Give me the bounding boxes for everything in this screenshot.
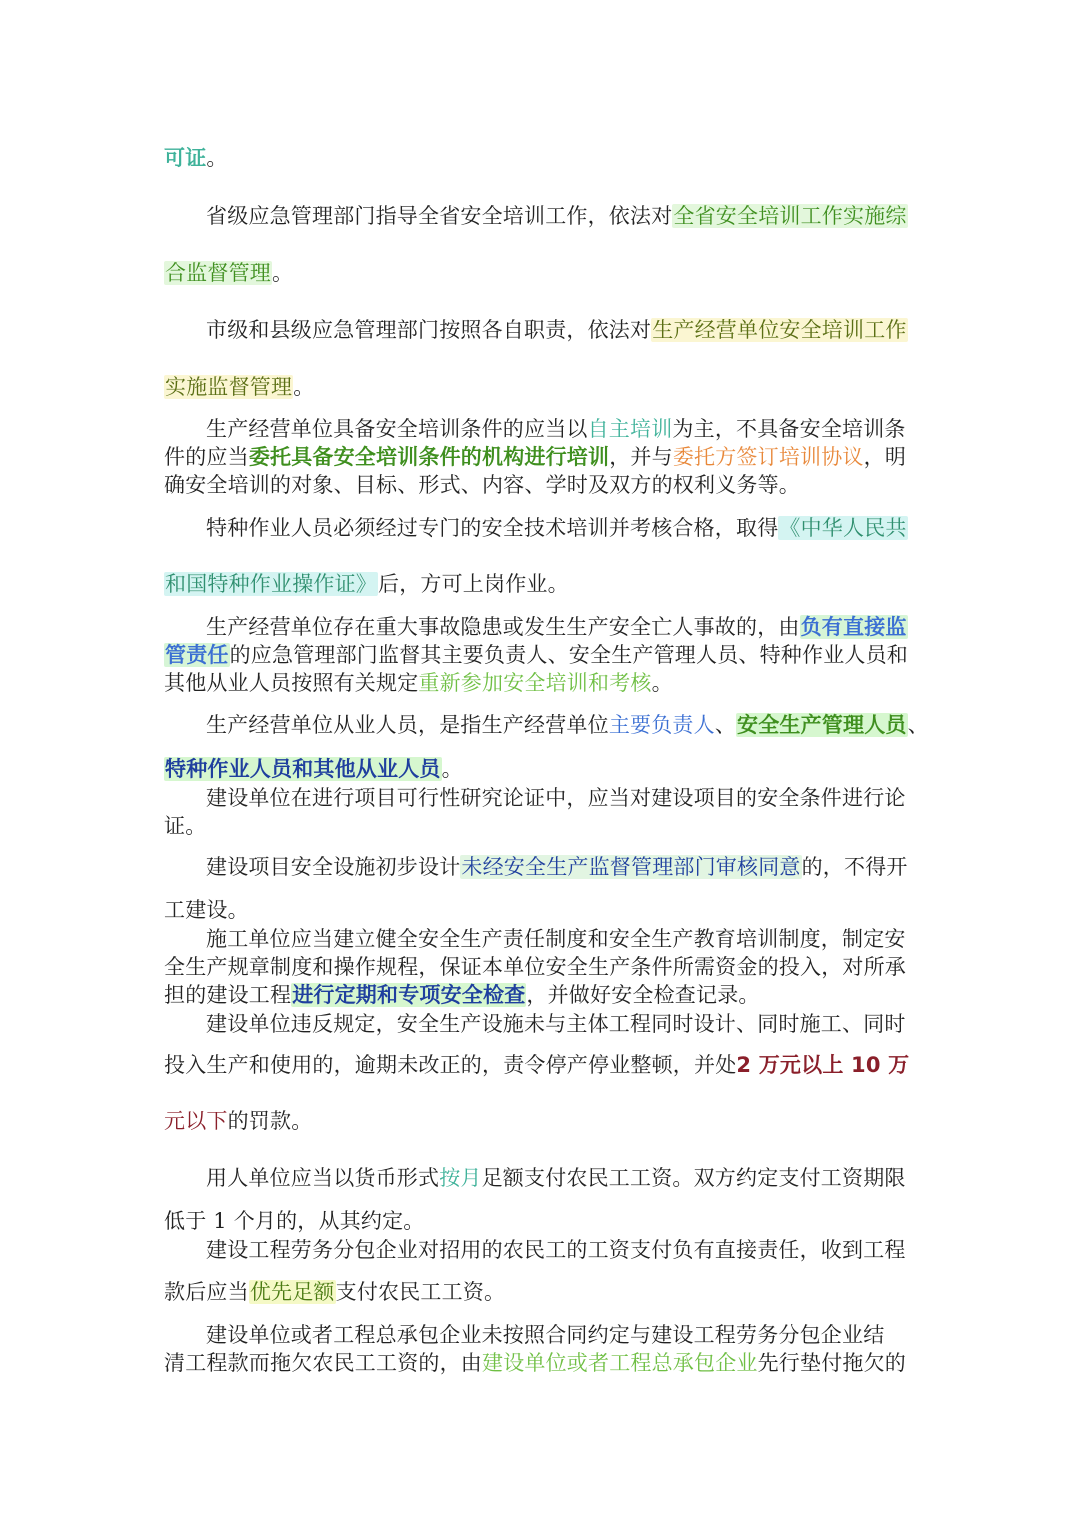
text-line (164, 570, 924, 598)
text-segment: 。 (206, 146, 228, 170)
text-segment: 确安全培训的对象、目标、形式、内容、学时及双方的权利义务等。 (164, 473, 800, 497)
text-segment: 其他从业人员按照有关规定 (164, 671, 419, 695)
highlighted-text: 管责任 (165, 643, 229, 667)
text-segment: 低于 1 个月的，从其约定。 (164, 1209, 425, 1233)
text-line (206, 853, 924, 881)
text-line (164, 812, 924, 840)
text-line (164, 669, 924, 697)
text-line (164, 1107, 924, 1135)
text-segment: 全生产规章制度和操作规程，保证本单位安全生产条件所需资金的投入，对所承 (164, 955, 906, 979)
text-line (164, 471, 924, 499)
highlighted-text: 委托方签订培训协议 (672, 445, 864, 469)
highlighted-text: 可证 (164, 146, 207, 170)
text-segment: 的应急管理部门监督其主要负责人、安全生产管理人员、特种作业人员和 (229, 643, 909, 667)
text-segment: 。 (441, 757, 463, 781)
highlighted-text: 安全生产管理人员 (737, 713, 907, 737)
text-line (206, 1321, 924, 1349)
highlighted-text: 和国特种作业操作证》 (165, 572, 377, 596)
text-segment: 建设单位或者工程总承包企业未按照合同约定与建设工程劳务分包企业结 (206, 1323, 885, 1347)
highlighted-text: 2 万元以上 10 万 (736, 1053, 910, 1077)
text-segment: 的罚款。 (227, 1109, 313, 1133)
highlighted-text: 《中华人民共 (779, 516, 907, 540)
highlighted-text: 进行定期和专项安全检查 (292, 983, 526, 1007)
text-segment: 。 (651, 671, 673, 695)
highlighted-text: 委托具备安全培训条件的机构进行培训 (248, 445, 610, 469)
text-line (164, 373, 924, 401)
text-segment: 投入生产和使用的，逾期未改正的，责令停产停业整顿，并处 (164, 1053, 737, 1077)
highlighted-text: 建设单位或者工程总承包企业 (482, 1351, 758, 1375)
text-segment: 、 (907, 713, 929, 737)
text-segment: 市级和县级应急管理部门按照各自职责，依法对 (206, 318, 652, 342)
text-segment: 生产经营单位具备安全培训条件的应当以 (206, 417, 588, 441)
text-line (164, 1278, 924, 1306)
text-line (206, 1164, 924, 1192)
text-line (206, 316, 924, 344)
text-segment: 用人单位应当以货币形式 (206, 1166, 440, 1190)
text-line (206, 613, 924, 641)
text-segment: 担的建设工程 (164, 983, 292, 1007)
text-line (164, 1051, 924, 1079)
highlighted-text: 主要负责人 (608, 713, 715, 737)
text-segment: 款后应当 (164, 1280, 249, 1304)
text-segment: 建设单位在进行项目可行性研究论证中，应当对建设项目的安全条件进行论 (206, 786, 906, 810)
highlighted-text: 元以下 (164, 1109, 228, 1133)
text-segment: 足额支付农民工工资。双方约定支付工资期限 (481, 1166, 906, 1190)
text-segment: 支付农民工工资。 (335, 1280, 506, 1304)
text-line (164, 641, 924, 669)
highlighted-text: 负有直接监 (800, 615, 907, 639)
text-line (206, 1236, 924, 1264)
text-line (206, 514, 924, 542)
text-segment: 生产经营单位存在重大事故隐患或发生生产安全亡人事故的，由 (206, 615, 800, 639)
highlighted-text: 未经安全生产监督管理部门审核同意 (461, 855, 801, 879)
text-line (164, 1207, 924, 1235)
text-line (206, 711, 929, 739)
highlighted-text: 全省安全培训工作实施综 (673, 204, 907, 228)
highlighted-text: 重新参加安全培训和考核 (418, 671, 652, 695)
text-line (164, 953, 924, 981)
text-segment: 建设项目安全设施初步设计 (206, 855, 461, 879)
text-segment: ，并与 (609, 445, 673, 469)
text-segment: 件的应当 (164, 445, 249, 469)
text-segment: 省级应急管理部门指导全省安全培训工作，依法对 (206, 204, 673, 228)
text-line (206, 202, 924, 230)
text-segment: 。 (293, 375, 315, 399)
text-line (164, 981, 924, 1009)
highlighted-text: 合监督管理 (165, 261, 271, 285)
text-segment: ，明 (863, 445, 907, 469)
text-line (164, 896, 924, 924)
text-line (164, 755, 924, 783)
text-segment: 施工单位应当建立健全安全生产责任制度和安全生产教育培训制度，制定安 (206, 927, 906, 951)
text-line (164, 1349, 924, 1377)
text-segment: 建设工程劳务分包企业对招用的农民工的工资支付负有直接责任，收到工程 (206, 1238, 906, 1262)
text-line (164, 144, 924, 172)
text-segment: 后，方可上岗作业。 (378, 572, 569, 596)
text-line (206, 415, 924, 443)
highlighted-text: 生产经营单位安全培训工作 (652, 318, 907, 342)
text-line (206, 925, 924, 953)
highlighted-text: 按月 (439, 1166, 482, 1190)
text-segment: 为主，不具备安全培训条 (672, 417, 906, 441)
highlighted-text: 实施监督管理 (165, 375, 293, 399)
text-segment: 证。 (164, 814, 207, 838)
highlighted-text: 特种作业人员和其他从业人员 (165, 757, 441, 781)
highlighted-text: 自主培训 (587, 417, 673, 441)
text-line (164, 259, 924, 287)
highlighted-text: 优先足额 (249, 1280, 335, 1304)
text-segment: 的，不得开 (801, 855, 908, 879)
text-segment: 特种作业人员必须经过专门的安全技术培训并考核合格，取得 (206, 516, 779, 540)
text-segment: 工建设。 (164, 898, 249, 922)
text-segment: 先行垫付拖欠的 (757, 1351, 907, 1375)
text-line (164, 443, 924, 471)
text-segment: 清工程款而拖欠农民工工资的，由 (164, 1351, 482, 1375)
text-segment: 生产经营单位从业人员，是指生产经营单位 (206, 713, 609, 737)
text-segment: 建设单位违反规定，安全生产设施未与主体工程同时设计、同时施工、同时 (206, 1012, 906, 1036)
text-line (206, 1010, 924, 1038)
text-segment: ，并做好安全检查记录。 (526, 983, 760, 1007)
text-segment: 。 (272, 261, 294, 285)
text-line (206, 784, 924, 812)
text-segment: 、 (714, 713, 737, 737)
